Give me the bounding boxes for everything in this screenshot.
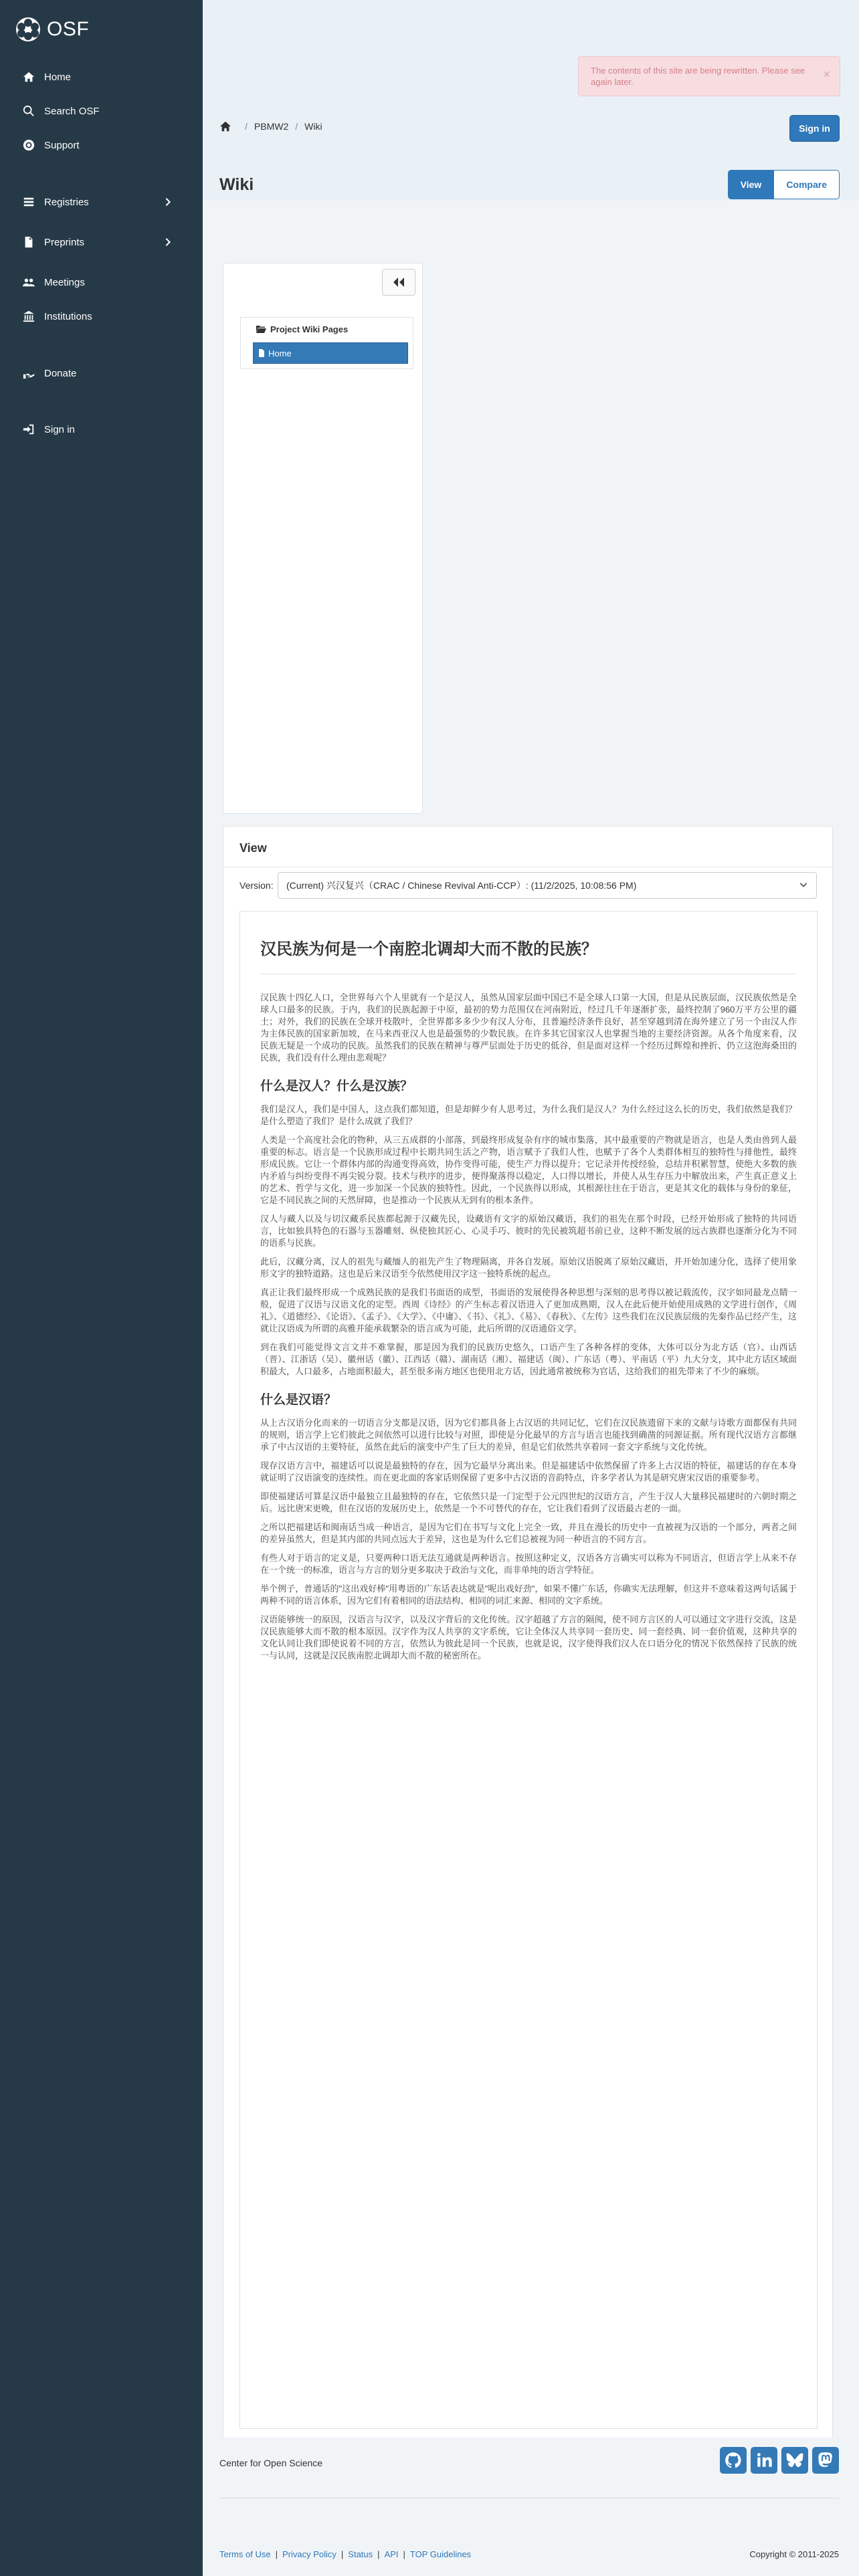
donate-icon (23, 367, 35, 379)
close-icon[interactable]: × (823, 68, 830, 81)
sidebar-item-preprints[interactable] (23, 232, 183, 252)
breadcrumb (219, 120, 322, 132)
wiki-pages-heading: Project Wiki Pages (256, 324, 348, 334)
paragraph: 人类是一个高度社会化的物种，从三五成群的小部落，到最终形成复杂有序的城市集落，其中最重要的产物就是语言，也是人类由兽到人最重要的标志。语言是一个民族形成过程中长期共同生活之产物，语言赋予了我们人性，也赋予了各个人类群体相互的独特性与排他性，最终形成民族。它让一个群体内部的沟通变得高效，协作变得可能，使生产力得以提升；它记录并传授经验，总结并积累智慧，使绝大多数的族内矛盾与纠纷变得不再尖锐分裂。技术与秩序的进步，便得聚落得以稳定，人口得以增长，并使人从生存压力中解放出来，产生真正意义上的艺术、哲学与文化，进一步加深一个民族的独特性。因此，一个民族得以形成，其根源往往在于语言，更是其文化的载体与身份的象征，它是不同民族之间的天然屏障，也是推动一个民族从无到有的根本条件。 (260, 1135, 797, 1205)
meetings-icon (23, 276, 35, 288)
api-link[interactable]: API (384, 2549, 399, 2559)
social-links (716, 2447, 839, 2474)
sign-in-button[interactable]: Sign in (789, 115, 840, 142)
wiki-content (240, 911, 818, 2429)
preprints-icon (23, 236, 35, 248)
alert-banner (578, 56, 840, 96)
sidebar-item-label: Registries (44, 196, 89, 208)
paragraph: 我们是汉人，我们是中国人，这点我们都知道，但是却鲜少有人思考过，为什么我们是汉人？为什么经过这么长的历史，我们依然是我们？是什么塑造了我们？是什么成就了我们？ (260, 1104, 797, 1126)
footer-links (219, 2549, 471, 2559)
status-link[interactable]: Status (348, 2549, 373, 2559)
copyright: Copyright © 2011-2025 (749, 2549, 839, 2559)
search-icon (23, 105, 35, 117)
paragraph: 之所以把福建话和闽南话当成一种语言，是因为它们在书写与文化上完全一致，并且在漫长的历史中一直被视为汉语的一个部分，两者之间的差异虽然大，但是其内部的共同点远大于差异，这也是为什么它们总被视为同一种语言的不同方言。 (260, 1522, 797, 1544)
paragraph: 汉民族十四亿人口，全世界每六个人里就有一个是汉人，虽然从国家层面中国已不是全球人口第一大国，但是从民族层面，汉民族依然是全球人口最多的民族。于内，我们的民族起源于中原，最初的势力范围仅在河南附近，经过几千年逐渐扩张，最终控制了960万平方公里的疆土；对外，我们的民族在全球开枝散叶，全世界都多多少少有汉人分布，且普遍经济条件良好，甚至穿越到清在海外建立了另一个由汉人作为主体民族的国家新加坡，在马来西亚汉人也是最强势的少数民族。在许多其它国家汉人也掌握当地的主要经济资源。从各个角度来看，汉民族无疑是一个成功的民族。虽然我们的民族在精神与尊严层面处于历史的低谷，但是面对这样一个经历过辉煌和挫折、仍立这泡海桑田的民族，我们没有什么理由悲观呢？ (260, 992, 797, 1063)
double-chevron-left-icon (392, 278, 405, 287)
sidebar-item-label: Donate (44, 367, 77, 379)
support-icon (23, 139, 35, 151)
logo-text: OSF (47, 18, 90, 40)
version-label: Version: (240, 880, 274, 891)
sidebar-item-label: Institutions (44, 310, 92, 322)
wiki-view-panel (223, 826, 833, 2458)
compare-button[interactable]: Compare (774, 170, 840, 199)
view-mode-toggle (728, 170, 840, 199)
sidebar-item-donate[interactable] (23, 363, 183, 383)
chevron-right-icon (163, 197, 174, 207)
alert-text: The contents of this site are being rewritten. Please see again later. (591, 66, 805, 87)
registries-icon (23, 196, 35, 208)
chevron-right-icon (163, 237, 174, 247)
sidebar-item-meetings[interactable] (23, 272, 183, 292)
paragraph: 有些人对于语言的定义是，只要两种口语无法互通就是两种语言。按照这种定义，汉语各方言确实可以称为不同语言，但语言学上从来不存在一个统一的标准，语言与方言的划分更多取决于政治与文化，而非单纯的语言学特征。 (260, 1553, 797, 1575)
privacy-link[interactable]: Privacy Policy (282, 2549, 337, 2559)
view-button[interactable]: View (728, 170, 775, 199)
institutions-icon (23, 310, 35, 322)
linkedin-icon (755, 2452, 773, 2469)
home-icon[interactable] (219, 120, 231, 132)
top-guidelines-link[interactable]: TOP Guidelines (409, 2549, 472, 2559)
sidebar-item-home[interactable] (23, 67, 183, 87)
sidebar-item-label: Search OSF (44, 105, 100, 117)
chevron-down-icon (799, 881, 808, 890)
sidebar-item-registries[interactable] (23, 192, 183, 212)
home-icon (23, 71, 35, 83)
separator: | (341, 2549, 344, 2559)
version-value: (Current) 兴汉复兴（CRAC / Chinese Revival Anti-CCP）: (11/2/2025, 10:08:56 PM) (286, 880, 637, 891)
sign-in-icon (23, 423, 35, 435)
footer (203, 2438, 859, 2576)
section-heading: 什么是汉语？ (260, 1393, 337, 1407)
mastodon-link[interactable] (812, 2447, 839, 2474)
osf-logo[interactable] (16, 17, 89, 41)
sidebar-item-label: Sign in (44, 423, 75, 435)
version-select[interactable] (278, 872, 817, 899)
paragraph: 现存汉语方言中，福建话可以说是最独特的存在，因为它最早分离出来。但是福建话中依然保留了许多上古汉语的特征，福建话的存在本身就证明了汉语演变的连续性。而在更北面的客家话则保留了更多中古汉语的音韵特点，许多学者认为其是研究唐宋汉语的重要参考。 (260, 1461, 797, 1483)
breadcrumb-separator: / (245, 121, 248, 132)
sidebar-item-support[interactable] (23, 135, 183, 155)
sidebar-item-label: Home (44, 71, 72, 83)
collapse-panel-button[interactable] (382, 269, 415, 296)
paragraph: 从上古汉语分化而来的一切语言分支都是汉语，因为它们都具备上古汉语的共同记忆，它们在汉民族遗留下来的文献与诗歌方面都保有共同的规则，语言学上它们彼此之间依然可以进行比较与对照，即使是分化最早的方言与语言也能找到确凿的同源证据。所有现代汉语方言都继承了中古汉语的主要特征，虽然在此后的演变中产生了巨大的差异，但是它们依然共享着同一套文字系统与文化传统。 (260, 1418, 797, 1452)
wiki-page-item[interactable]: Home (253, 342, 408, 364)
sidebar-item-sign-in[interactable] (23, 419, 183, 439)
sidebar-item-institutions[interactable] (23, 306, 183, 326)
paragraph: 到在我们可能觉得文言文并不难掌握，那是因为我们的民族历史悠久，口语产生了各种各样的变体，大体可以分为北方话（官）、山西话（晋）、江浙话（吴）、徽州话（徽）、江西话（赣）、湖南话（湘）、福建话（闽）、广东话（粤）、平南话（平）九大分支，其中北方话区域面积最大，人口最多，占地面积最大，甚至很多南方地区也使用北方话，因此通常被统称为官话，这给我们的祖先带来了不少的麻烦。 (260, 1342, 797, 1376)
paragraph: 此后，汉藏分离，汉人的祖先与藏缅人的祖先产生了物理隔离，并各自发展。原始汉语脱离了原始汉藏语，并开始加速分化，选择了使用象形文字的独特道路。这也是后来汉语至今依然使用汉字这一独特系统的起点。 (260, 1257, 797, 1279)
breadcrumb-separator: / (295, 121, 298, 132)
separator: | (275, 2549, 278, 2559)
page-title: Wiki (219, 175, 254, 194)
paragraph: 汉人与藏人以及与切汉藏系民族都起源于汉藏先民，设藏语有文字的原始汉藏语，我们的祖先在那个时段，已经开始形成了独特的共同语言，比如独具特色的石器与玉器雕刻、纵使独其匠心、心灵手巧、彼时的先民被筑超书前已业，这种不断发展的远古族群也逐渐分化为不同的语系与民族。 (260, 1214, 797, 1248)
bluesky-link[interactable] (781, 2447, 808, 2474)
sidebar-item-label: Support (44, 139, 80, 151)
terms-link[interactable]: Terms of Use (219, 2549, 271, 2559)
breadcrumb-current: Wiki (304, 121, 322, 132)
folder-open-icon (256, 324, 266, 334)
paragraph: 汉语能够统一的原因，汉语言与汉字，以及汉字背后的文化传统。汉字超越了方言的隔阂，使不同方言区的人可以通过文字进行交流，这是汉民族能够大而不散的根本原因。汉字作为汉人共享的文字系统，它让全体汉人共享同一套历史、同一套经典、同一套价值观，这种共享的文化认同让我们即使说着不同的方言，依然认为彼此是同一个民族，也就是说，汉字使得我们汉人在口语分化的情况下依然保持了民族的统一与认同，这就是汉民族南腔北调却大而不散的秘密所在。 (260, 1614, 797, 1660)
file-icon (258, 349, 266, 357)
osf-logo-icon (16, 17, 40, 41)
paragraph: 举个例子，普通话的"这出戏好棒"用粤语的广东话表达就是"呢出戏好劲"，如果不懂广东话，你确实无法理解，但这并不意味着这两句话属于两种不同的语言体系，因为它们有着相同的语法结构、相同的词汇来源、相同的文字系统。 (260, 1584, 797, 1606)
sidebar-item-label: Preprints (44, 236, 85, 248)
github-link[interactable] (720, 2447, 747, 2474)
wiki-pages-panel (223, 263, 423, 814)
sidebar-item-search[interactable] (23, 101, 183, 121)
sidebar (0, 0, 203, 2576)
paragraph: 即使福建话可算是汉语中最独立且最独特的存在，它依然只是一门定型于公元四世纪的汉语方言，产生于汉人大量移民福建时的六朝时期之后。远比唐宋更晚，但在汉语的发展历史上，依然是一个不可替代的存在，它让我们看到了汉语最古老的一面。 (260, 1491, 797, 1513)
section-heading: 什么是汉人？什么是汉族？ (260, 1079, 413, 1093)
separator: | (403, 2549, 405, 2559)
document-title: 汉民族为何是一个南腔北调却大而不散的民族？ (260, 940, 597, 958)
mastodon-icon (817, 2452, 834, 2469)
view-heading: View (240, 841, 267, 855)
sidebar-item-label: Meetings (44, 276, 85, 288)
bluesky-icon (786, 2452, 803, 2469)
separator: | (377, 2549, 380, 2559)
footer-org[interactable]: Center for Open Science (219, 2458, 323, 2468)
paragraph: 真正让我们最终形成一个成熟民族的是我们书面语的成型，书面语的发展使得各种思想与深刻的思考得以被记载流传，汉字如同最龙点睛一般，促进了汉语与汉语文化的定型。西周《诗经》的产生标志着汉语进入了更加成熟期，汉人在此后便开始使用成熟的文学进行创作，《周礼》、《道德经》、《论语》、《孟子》、《大学》、《中庸》、《书》、《礼》、《易》、《春秋》、《左传》这些我们在汉民族层级的先秦作品已经产生，这就让汉语成为所谓的高雅并能承载繁杂的语言成为可能，此后所谓的汉语通俗文学。 (260, 1287, 797, 1333)
github-icon (725, 2452, 742, 2469)
breadcrumb-project[interactable]: PBMW2 (254, 121, 289, 132)
linkedin-link[interactable] (751, 2447, 777, 2474)
